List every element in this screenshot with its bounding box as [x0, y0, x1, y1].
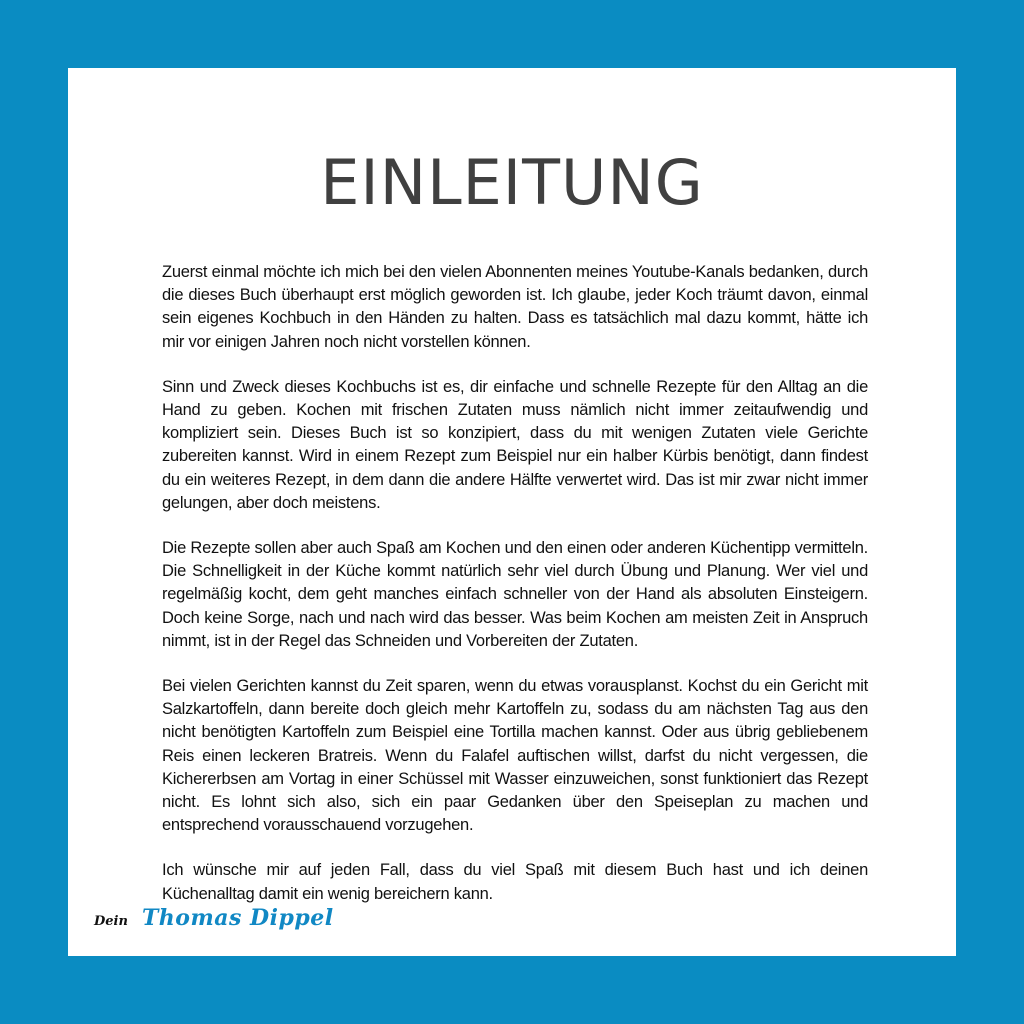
paragraph: Bei vielen Gerichten kannst du Zeit sparen, wenn du etwas vorausplanst. Kochst du ein Gericht mit Salzkartoffeln, dann bereite doch gleich mehr Kartoffeln zu, sodass du am nächsten Tag aus den nicht benötigten Kartoffeln zum Beispiel eine Tortilla machen kannst. Oder aus übrig gebliebenem Reis einen leckeren Bratreis. Wenn du Falafel auftischen willst, darfst du nicht vergessen, die Kichererbsen am Vortag in einer Schüssel mit Wasser einzuweichen, sonst funktioniert das Rezept nicht. Es lohnt sich also, sich ein paar Gedanken über den Speiseplan zu machen und entsprechend vorausschauend vorzugehen.	[162, 677, 868, 835]
paragraph: Ich wünsche mir auf jeden Fall, dass du viel Spaß mit diesem Buch hast und ich deinen Küchenalltag damit ein wenig bereichern kann.	[162, 861, 868, 903]
page-title: EINLEITUNG	[320, 146, 704, 219]
page	[68, 68, 956, 956]
signature	[94, 905, 334, 931]
intro-text	[162, 261, 868, 928]
paragraph: Zuerst einmal möchte ich mich bei den vielen Abonnenten meines Youtube-Kanals bedanken, durch die dieses Buch überhaupt erst möglich geworden ist. Ich glaube, jeder Koch träumt davon, einmal sein eigenes Kochbuch in den Händen zu halten. Dass es tatsächlich mal dazu kommt, hätte ich mir vor einigen Jahren noch nicht vorstellen können.	[162, 263, 868, 351]
paragraph: Die Rezepte sollen aber auch Spaß am Kochen und den einen oder anderen Küchentipp vermitteln. Die Schnelligkeit in der Küche kommt natürlich sehr viel durch Übung und Planung. Wer viel und regelmäßig kocht, dem geht manches einfach schneller von der Hand als absoluten Einsteigern. Doch keine Sorge, nach und nach wird das besser. Was beim Kochen am meisten Zeit in Anspruch nimmt, ist in der Regel das Schneiden und Vorbereiten der Zutaten.	[162, 539, 868, 650]
signature-name: Thomas Dippel	[141, 905, 334, 931]
signature-prefix: Dein	[94, 914, 128, 929]
paragraph: Sinn und Zweck dieses Kochbuchs ist es, dir einfache und schnelle Rezepte für den Alltag an die Hand zu geben. Kochen mit frischen Zutaten muss nämlich nicht immer zeitaufwendig und kompliziert sein. Dieses Buch ist so konzipiert, dass du mit wenigen Zutaten viele Gerichte zubereiten kannst. Wird in einem Rezept zum Beispiel nur ein halber Kürbis benötigt, dann findest du ein weiteres Rezept, in dem dann die andere Hälfte verwertet wird. Das ist mir zwar nicht immer gelungen, aber doch meistens.	[162, 377, 868, 512]
